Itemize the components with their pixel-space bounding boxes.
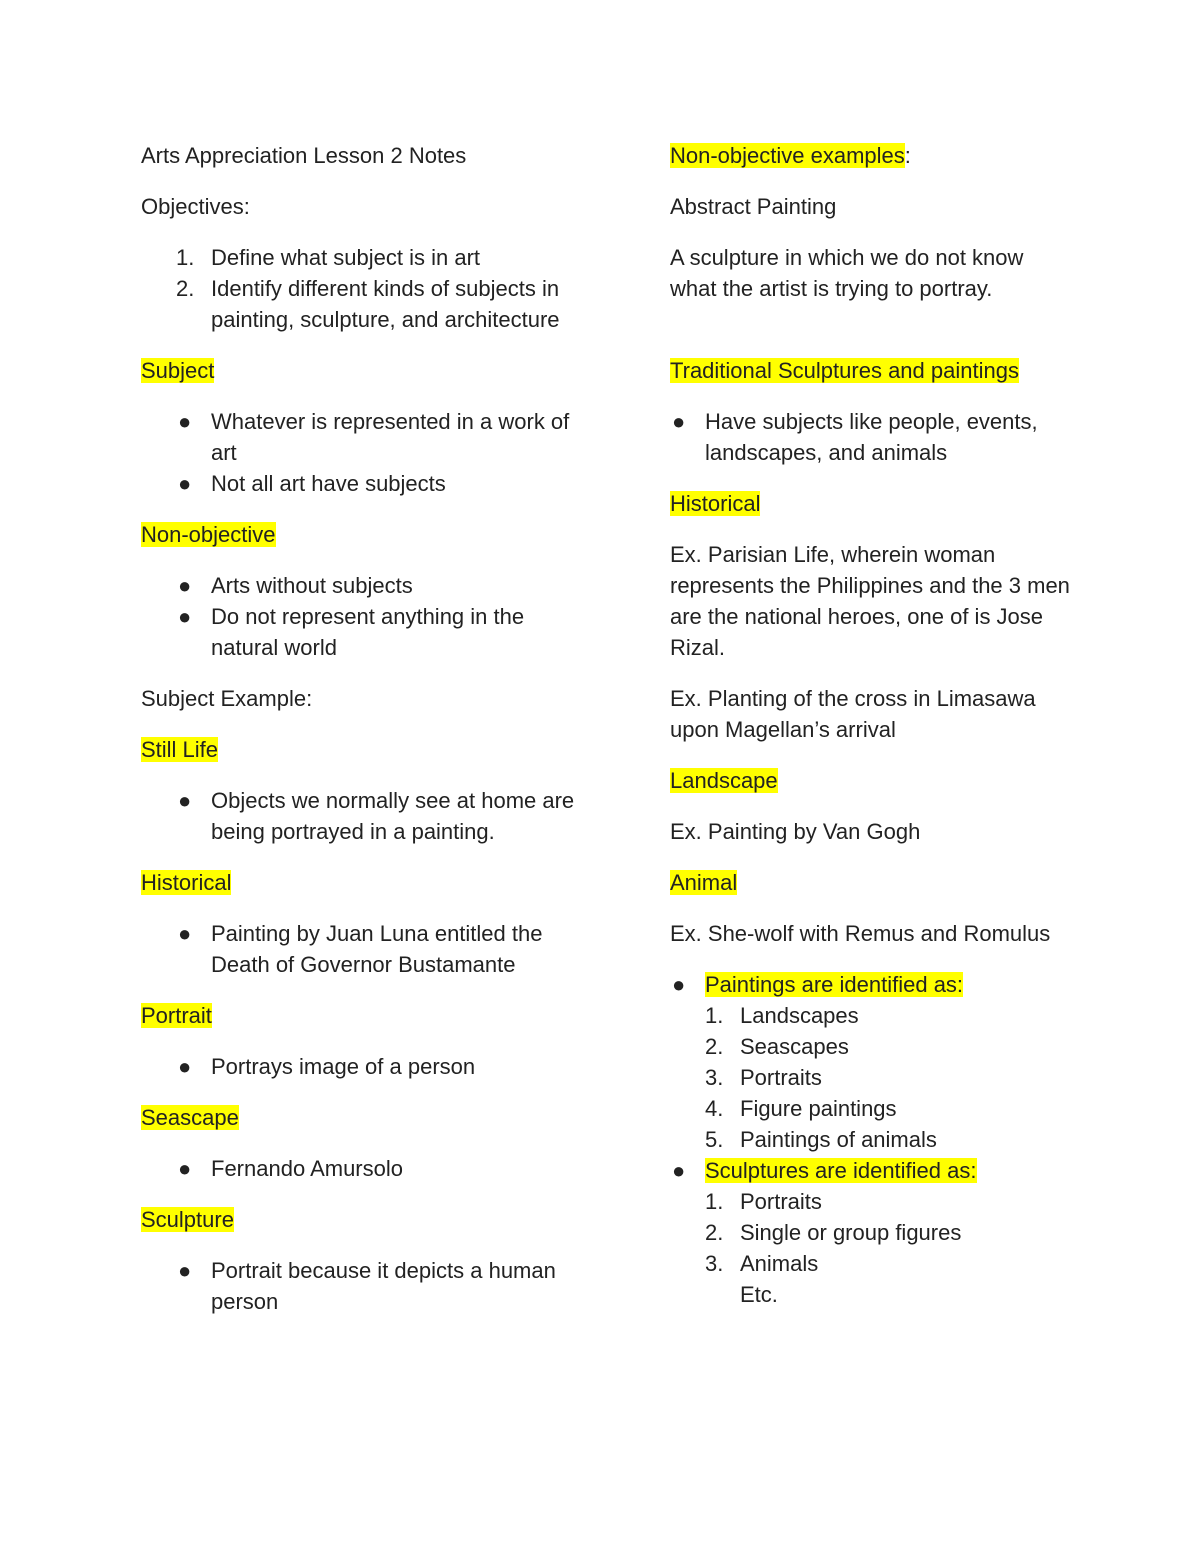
list-item: ● Do not represent anything in the natural world — [178, 604, 525, 660]
list-item: 4. Figure paintings — [705, 1096, 897, 1121]
historical-bullets — [141, 918, 581, 980]
document-title: Arts Appreciation Lesson 2 Notes — [141, 143, 467, 168]
list-item: 1. Portraits — [705, 1189, 822, 1214]
sculpture-description: A sculpture in which we do not know what the artist is trying to portray. — [670, 245, 1024, 301]
animal-heading: Animal — [670, 870, 738, 895]
historical-heading: Historical — [141, 870, 232, 895]
subject-heading: Subject — [141, 358, 215, 383]
animal-example: Ex. She-wolf with Remus and Romulus — [670, 921, 1051, 946]
sculptures-identified — [670, 1155, 1070, 1186]
list-item: ● Fernando Amursolo — [178, 1156, 403, 1181]
seascape-bullets — [141, 1153, 581, 1184]
etc-text: Etc. — [740, 1282, 778, 1307]
list-item: ● Portrays image of a person — [178, 1054, 476, 1079]
seascape-heading: Seascape — [141, 1105, 239, 1130]
list-item: ● Sculptures are identified as: — [672, 1158, 977, 1183]
portrait-bullets — [141, 1051, 581, 1082]
landscape-example: Ex. Painting by Van Gogh — [670, 819, 921, 844]
traditional-bullets — [670, 406, 1070, 468]
traditional-heading: Traditional Sculptures and paintings — [670, 358, 1019, 383]
still-life-bullets — [141, 785, 581, 847]
historical-example-1: Ex. Parisian Life, wherein woman represents the Philippines and the 3 men are the national heroes, one of is Jose Rizal. — [670, 542, 1070, 660]
subject-bullets — [141, 406, 581, 499]
landscape-heading: Landscape — [670, 768, 778, 793]
still-life-heading: Still Life — [141, 737, 219, 762]
left-column — [141, 140, 581, 1337]
list-item: ● Paintings are identified as: — [672, 972, 964, 997]
list-item: 2. Single or group figures — [705, 1220, 962, 1245]
list-item: ● Not all art have subjects — [178, 471, 446, 496]
objectives-list — [141, 242, 581, 335]
right-column — [670, 140, 1070, 1310]
list-item: 1. Define what subject is in art — [176, 245, 481, 270]
sculpture-heading: Sculpture — [141, 1207, 234, 1232]
paintings-list — [670, 1000, 1070, 1155]
historical-example-2: Ex. Planting of the cross in Limasawa upon Magellan’s arrival — [670, 686, 1036, 742]
paintings-identified — [670, 969, 1070, 1000]
nonobjective-examples-heading: Non-objective examples: — [670, 143, 911, 168]
subject-example-label: Subject Example: — [141, 686, 313, 711]
list-item: ● Portrait because it depicts a human person — [178, 1258, 556, 1314]
list-item: 1. Landscapes — [705, 1003, 859, 1028]
objectives-label: Objectives: — [141, 194, 250, 219]
list-item: 2. Identify different kinds of subjects in painting, sculpture, and architecture — [176, 276, 560, 332]
list-item: ● Whatever is represented in a work of art — [178, 409, 570, 465]
list-item: 5. Paintings of animals — [705, 1127, 937, 1152]
list-item: 3. Portraits — [705, 1065, 822, 1090]
nonobjective-heading: Non-objective — [141, 522, 276, 547]
abstract-painting-text: Abstract Painting — [670, 194, 837, 219]
list-item: ● Painting by Juan Luna entitled the Death of Governor Bustamante — [178, 921, 543, 977]
portrait-heading: Portrait — [141, 1003, 212, 1028]
list-item: 3. Animals — [705, 1251, 819, 1276]
nonobjective-bullets — [141, 570, 581, 663]
historical-heading-right: Historical — [670, 491, 761, 516]
list-item: ● Objects we normally see at home are being portrayed in a painting. — [178, 788, 575, 844]
sculpture-bullets — [141, 1255, 581, 1317]
sculptures-list — [670, 1186, 1070, 1279]
list-item: ● Arts without subjects — [178, 573, 413, 598]
list-item: ● Have subjects like people, events, landscapes, and animals — [672, 409, 1038, 465]
list-item: 2. Seascapes — [705, 1034, 849, 1059]
